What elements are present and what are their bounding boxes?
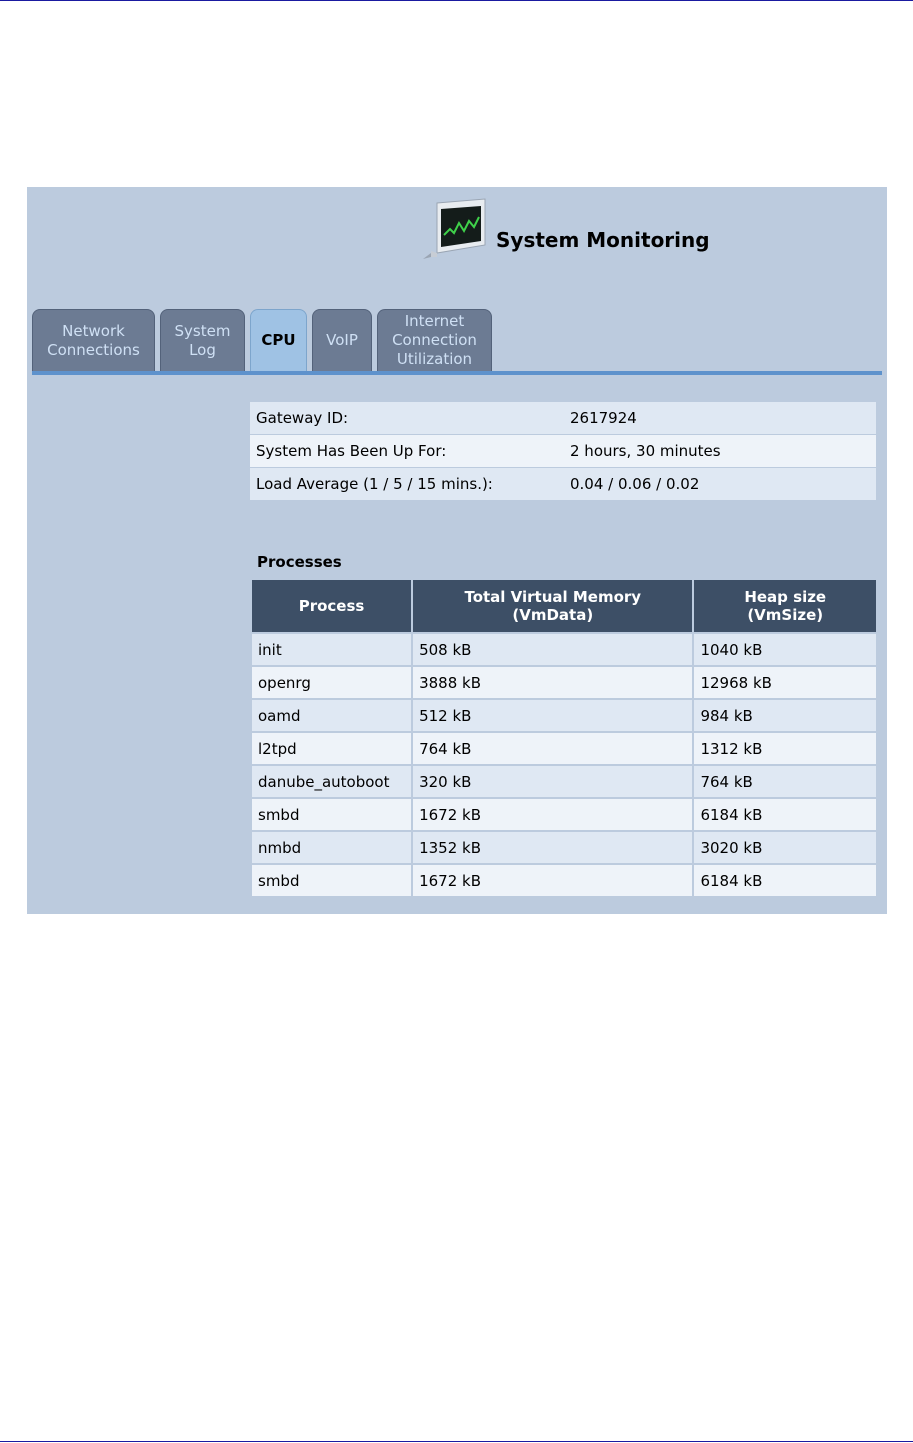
- process-name: init: [251, 633, 412, 666]
- tab-bar: [32, 305, 882, 371]
- tab-network-connections[interactable]: [32, 309, 155, 371]
- column-header-vmsize: [693, 579, 877, 633]
- tab-label-line: Connection: [392, 331, 477, 349]
- system-monitoring-panel: [27, 187, 887, 914]
- page-title: System Monitoring: [496, 228, 710, 252]
- process-vmsize: 12968 kB: [693, 666, 877, 699]
- process-name: danube_autoboot: [251, 765, 412, 798]
- tab-label-line: CPU: [261, 331, 296, 349]
- table-row: [251, 831, 877, 864]
- process-vmsize: 6184 kB: [693, 798, 877, 831]
- column-header-line: (VmData): [512, 606, 594, 624]
- table-row: [251, 864, 877, 897]
- process-vmdata: 1672 kB: [412, 864, 693, 897]
- tab-voip[interactable]: [312, 309, 372, 371]
- info-label: Gateway ID:: [250, 402, 564, 434]
- column-header-line: Process: [298, 597, 365, 615]
- document-top-rule: [0, 0, 913, 1]
- process-name: smbd: [251, 798, 412, 831]
- tab-label-line: Connections: [47, 340, 140, 359]
- tab-label-line: Utilization: [396, 350, 473, 368]
- processes-table: [250, 578, 878, 898]
- system-monitor-icon: [417, 195, 489, 267]
- column-header-line: Heap size: [744, 588, 827, 606]
- document-bottom-rule: [0, 1441, 913, 1442]
- table-row: [251, 732, 877, 765]
- table-row: [251, 699, 877, 732]
- process-vmdata: 764 kB: [412, 732, 693, 765]
- column-header-line: (VmSize): [747, 606, 824, 624]
- tab-label: [175, 322, 231, 360]
- process-vmsize: 984 kB: [693, 699, 877, 732]
- info-value: 0.04 / 0.06 / 0.02: [564, 468, 876, 500]
- tab-system-log[interactable]: [160, 309, 245, 371]
- table-row: [251, 633, 877, 666]
- processes-header-row: [251, 579, 877, 633]
- process-vmdata: 508 kB: [412, 633, 693, 666]
- info-value: 2 hours, 30 minutes: [564, 435, 876, 467]
- tab-label: [326, 331, 358, 350]
- column-header-process: [251, 579, 412, 633]
- process-vmsize: 1040 kB: [693, 633, 877, 666]
- info-row: [250, 402, 876, 434]
- tab-cpu[interactable]: [250, 309, 307, 371]
- process-vmsize: 1312 kB: [693, 732, 877, 765]
- tab-label: [47, 322, 140, 360]
- processes-title: Processes: [257, 553, 342, 571]
- process-vmsize: 6184 kB: [693, 864, 877, 897]
- process-vmdata: 320 kB: [412, 765, 693, 798]
- system-info-table: [250, 401, 876, 501]
- tab-label-line: VoIP: [326, 331, 358, 349]
- process-name: oamd: [251, 699, 412, 732]
- info-row: [250, 468, 876, 500]
- tab-bar-underline: [32, 371, 882, 375]
- page-header: [417, 195, 837, 265]
- process-vmdata: 512 kB: [412, 699, 693, 732]
- process-vmdata: 3888 kB: [412, 666, 693, 699]
- tab-label-line: System: [174, 321, 231, 340]
- tab-internet-connection-utilization[interactable]: [377, 309, 492, 371]
- info-row: [250, 435, 876, 467]
- process-vmsize: 3020 kB: [693, 831, 877, 864]
- tab-label-line: Log: [189, 340, 216, 359]
- info-label: Load Average (1 / 5 / 15 mins.):: [250, 468, 564, 500]
- column-header-line: Total Virtual Memory: [464, 588, 642, 606]
- tab-label-line: Internet: [404, 312, 465, 330]
- process-name: nmbd: [251, 831, 412, 864]
- process-name: openrg: [251, 666, 412, 699]
- tab-label: [392, 312, 477, 369]
- process-name: l2tpd: [251, 732, 412, 765]
- info-label: System Has Been Up For:: [250, 435, 564, 467]
- process-vmsize: 764 kB: [693, 765, 877, 798]
- table-row: [251, 666, 877, 699]
- tab-label: [261, 331, 295, 350]
- tab-label-line: Network: [62, 321, 125, 340]
- info-value: 2617924: [564, 402, 876, 434]
- process-vmdata: 1672 kB: [412, 798, 693, 831]
- table-row: [251, 798, 877, 831]
- process-name: smbd: [251, 864, 412, 897]
- table-row: [251, 765, 877, 798]
- process-vmdata: 1352 kB: [412, 831, 693, 864]
- column-header-vmdata: [412, 579, 693, 633]
